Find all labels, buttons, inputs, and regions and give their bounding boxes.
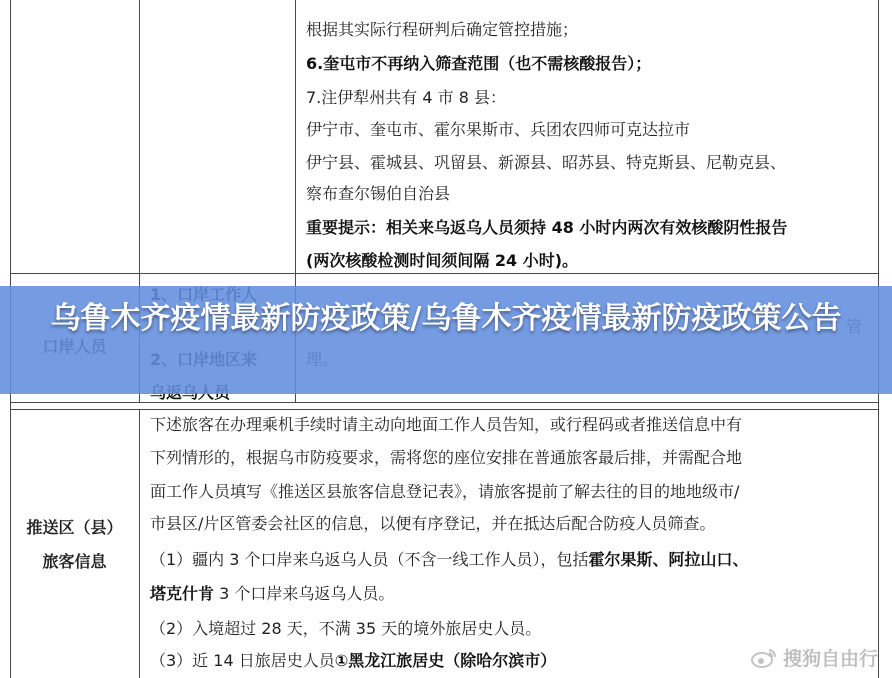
table-row-divider-1 (10, 273, 879, 274)
row1-line-2: 6.奎屯市不再纳入筛查范围（也不需核酸报告）； (306, 54, 652, 73)
row3-line-6 (150, 584, 394, 604)
table-row-divider-2b (10, 409, 879, 410)
row1-line-3: 7.注伊犁州共有 4 市 8 县： (306, 88, 506, 107)
row3-line-8-bold: ①黑龙江旅居史（除哈尔滨市） (334, 651, 557, 670)
row3-line-5-text: （1）疆内 3 个口岸来乌返乌人员（不含一线工作人员），包括 (150, 550, 589, 569)
row1-line-5: 伊宁县、霍城县、巩留县、新源县、昭苏县、特克斯县、尼勒克县、 (306, 153, 787, 172)
row1-line-7: 重要提示：相关来乌返乌人员须持 48 小时内两次有效核酸阴性报告 (306, 218, 788, 237)
row3-line-5 (150, 550, 749, 570)
weibo-logo-icon (751, 648, 777, 668)
table-column-divider-row3 (139, 410, 140, 678)
row3-line-6-bold: 塔克什肯 (150, 584, 215, 603)
row3-line-8-text: （3）近 14 日旅居史人员 (150, 651, 335, 670)
table-row-divider-2a (10, 402, 879, 403)
row3-line-1: 下述旅客在办理乘机手续时请主动向地面工作人员告知，或行程码或者推送信息中有 (150, 415, 743, 434)
row1-line-6: 察布查尔锡伯自治县 (306, 184, 451, 203)
row3-line-6-text: 3 个口岸来乌返乌人员。 (214, 584, 395, 603)
watermark-text: 搜狗自由行 (782, 648, 878, 670)
row3-line-3: 面工作人员填写《推送区县旅客信息登记表》，请旅客提前了解去往的目的地地级市/ (150, 482, 740, 501)
row3-line-4: 市县区/片区管委会社区的信息，以便有序登记，并在抵达后配合防疫人员筛查。 (150, 514, 716, 533)
watermark (751, 644, 878, 671)
row3-line-5-bold: 霍尔果斯、阿拉山口、 (588, 550, 749, 569)
row3-label-line-2: 旅客信息 (42, 552, 107, 571)
row3-label-line-1: 推送区（县） (26, 518, 123, 537)
row1-line-8: (两次核酸检测时间须间隔 24 小时)。 (306, 251, 579, 270)
row3-line-8 (150, 651, 556, 671)
banner-title: 乌鲁木齐疫情最新防疫政策/乌鲁木齐疫情最新防疫政策公告 (50, 301, 842, 336)
row1-line-4: 伊宁市、奎屯市、霍尔果斯市、兵团农四师可克达拉市 (306, 120, 691, 139)
row3-line-2: 下列情形的，根据乌市防疫要求，需将您的座位安排在普通旅客最后排，并需配合地 (150, 448, 743, 467)
row3-line-7: （2）入境超过 28 天，不满 35 天的境外旅居史人员。 (150, 619, 542, 638)
row1-line-1: 根据其实际行程研判后确定管控措施； (306, 20, 579, 39)
